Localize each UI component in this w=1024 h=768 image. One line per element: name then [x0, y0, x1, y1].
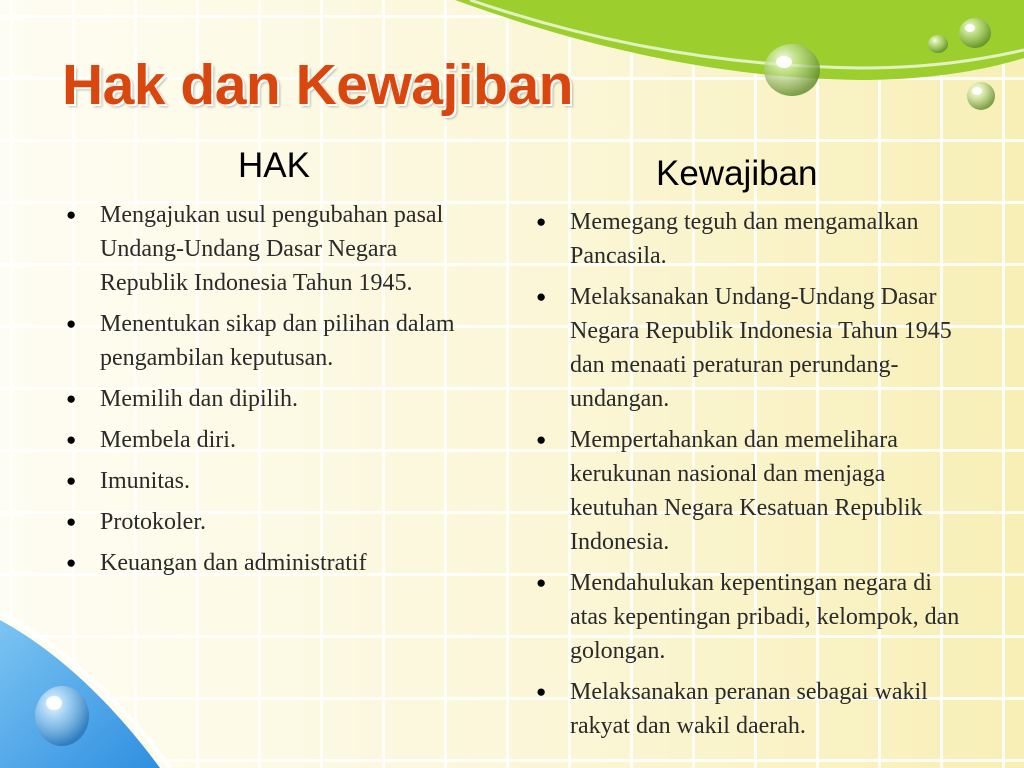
list-item-text: Protokoler. — [100, 509, 206, 535]
hak-list — [62, 198, 482, 587]
list-item-text: Membela diri. — [100, 427, 236, 453]
list-item-text: Melaksanakan Undang-Undang Dasar Negara Republik Indonesia Tahun 1945 dan menaati peraturan perundang-undangan. — [570, 284, 952, 412]
bullet-icon: ● — [66, 512, 77, 531]
list-item — [532, 675, 972, 743]
bullet-icon: ● — [536, 430, 547, 449]
hak-heading: HAK — [238, 146, 310, 185]
list-item-text: Mengajukan usul pengubahan pasal Undang-Undang Dasar Negara Republik Indonesia Tahun 1945. — [100, 202, 444, 296]
list-item — [62, 198, 482, 300]
bullet-icon: ● — [66, 314, 77, 333]
bullet-icon: ● — [66, 205, 77, 224]
list-item-text: Memilih dan dipilih. — [100, 386, 298, 412]
list-item-text: Memegang teguh dan mengamalkan Pancasila. — [570, 209, 919, 269]
list-item — [62, 546, 482, 580]
kewajiban-heading: Kewajiban — [656, 154, 818, 193]
bullet-icon: ● — [536, 682, 547, 701]
list-item-text: Menentukan sikap dan pilihan dalam pengambilan keputusan. — [100, 311, 455, 371]
water-drop-icon — [35, 686, 89, 746]
list-item-text: Melaksanakan peranan sebagai wakil rakyat dan wakil daerah. — [570, 679, 928, 739]
list-item-text: Mendahulukan kepentingan negara di atas kepentingan pribadi, kelompok, dan golongan. — [570, 570, 960, 664]
list-item-text: Mempertahankan dan memelihara kerukunan nasional dan menjaga keutuhan Negara Kesatuan Republik Indonesia. — [570, 427, 923, 555]
bullet-icon: ● — [66, 471, 77, 490]
bullet-icon: ● — [66, 430, 77, 449]
list-item — [62, 382, 482, 416]
list-item — [532, 205, 972, 273]
bullet-icon: ● — [536, 573, 547, 592]
slide-title: Hak dan Kewajiban — [62, 53, 573, 117]
list-item — [62, 307, 482, 375]
list-item — [62, 464, 482, 498]
bullet-icon: ● — [536, 287, 547, 306]
bullet-icon: ● — [536, 212, 547, 231]
list-item-text: Keuangan dan administratif — [100, 550, 367, 576]
kewajiban-list — [532, 205, 972, 750]
list-item — [62, 423, 482, 457]
list-item — [532, 566, 972, 668]
list-item-text: Imunitas. — [100, 468, 190, 494]
list-item — [532, 280, 972, 416]
bullet-icon: ● — [66, 553, 77, 572]
list-item — [62, 505, 482, 539]
bullet-icon: ● — [66, 389, 77, 408]
list-item — [532, 423, 972, 559]
